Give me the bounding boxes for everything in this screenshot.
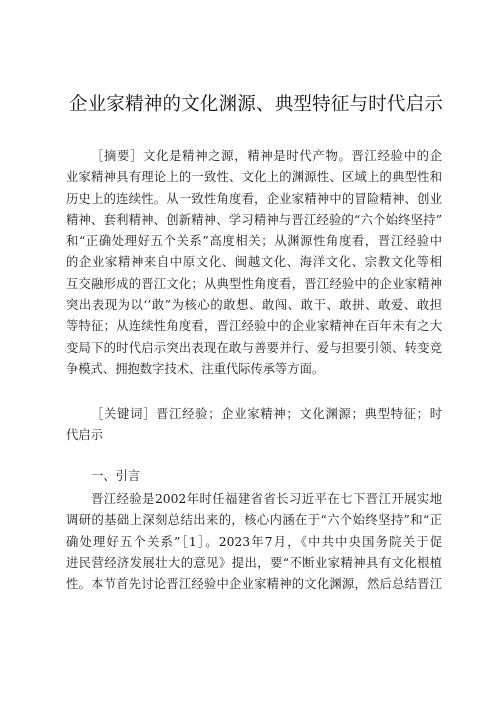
body-line: 晋江经验是2002年时任福建省省长习近平在七下晋江开展实地 (91, 492, 442, 506)
document-title: 企业家精神的文化渊源、典型特征与时代启示 (69, 94, 444, 115)
abstract-line: 争模式、拥抱数字技术、注重代际传承等方面。 (66, 361, 325, 376)
abstract-line: 互交融形成的晋江文化；从典型性角度看，晋江经验中的企业家精神 (66, 276, 442, 291)
abstract-line: 等特征；从连续性角度看，晋江经验中的企业家精神在百年未有之大 (66, 319, 442, 334)
abstract-block (66, 146, 442, 380)
abstract-line: 精神、套利精神、创新精神、学习精神与晋江经验的“六个始终坚持” (66, 212, 442, 227)
abstract-line: 历史上的连续性。从一致性角度看，企业家精神中的冒险精神、创业 (66, 191, 442, 206)
abstract-line: 变局下的时代启示突出表现在敢与善要并行、爱与担要引领、转变竞 (66, 340, 442, 355)
section-body (66, 489, 442, 595)
abstract-line: 的企业家精神来自中原文化、闽越文化、海洋文化、宗教文化等相 (66, 255, 442, 270)
keywords-line: 代启示 (66, 428, 103, 443)
abstract-line: ［摘要］文化是精神之源，精神是时代产物。晋江经验中的企 (91, 149, 442, 163)
keywords-line: ［关键词］晋江经验；企业家精神；文化渊源；典型特征；时 (91, 407, 442, 421)
body-line: 进民营经济发展壮大的意见》提出，要“不断业家精神具有文化根植 (66, 555, 442, 570)
abstract-line: 和“正确处理好五个关系”高度相关；从渊源性角度看，晋江经验中 (66, 234, 442, 249)
body-line: 调研的基础上深刻总结出来的，核心内涵在于“六个始终坚持”和“正 (66, 513, 442, 528)
section-heading: 一、引言 (91, 469, 141, 483)
abstract-line: 业家精神具有理论上的一致性、文化上的渊源性、区域上的典型性和 (66, 170, 442, 185)
body-line: 确处理好五个关系”［1］。2023年7月，《中共中央国务院关于促 (66, 534, 442, 549)
body-line: 性。本节首先讨论晋江经验中企业家精神的文化渊源，然后总结晋江 (66, 577, 442, 592)
keywords-block (66, 404, 442, 447)
abstract-line: 突出表现为以‘’敢”为核心的敢想、敢闯、敢干、敢拼、敢爱、敢担 (66, 298, 442, 313)
